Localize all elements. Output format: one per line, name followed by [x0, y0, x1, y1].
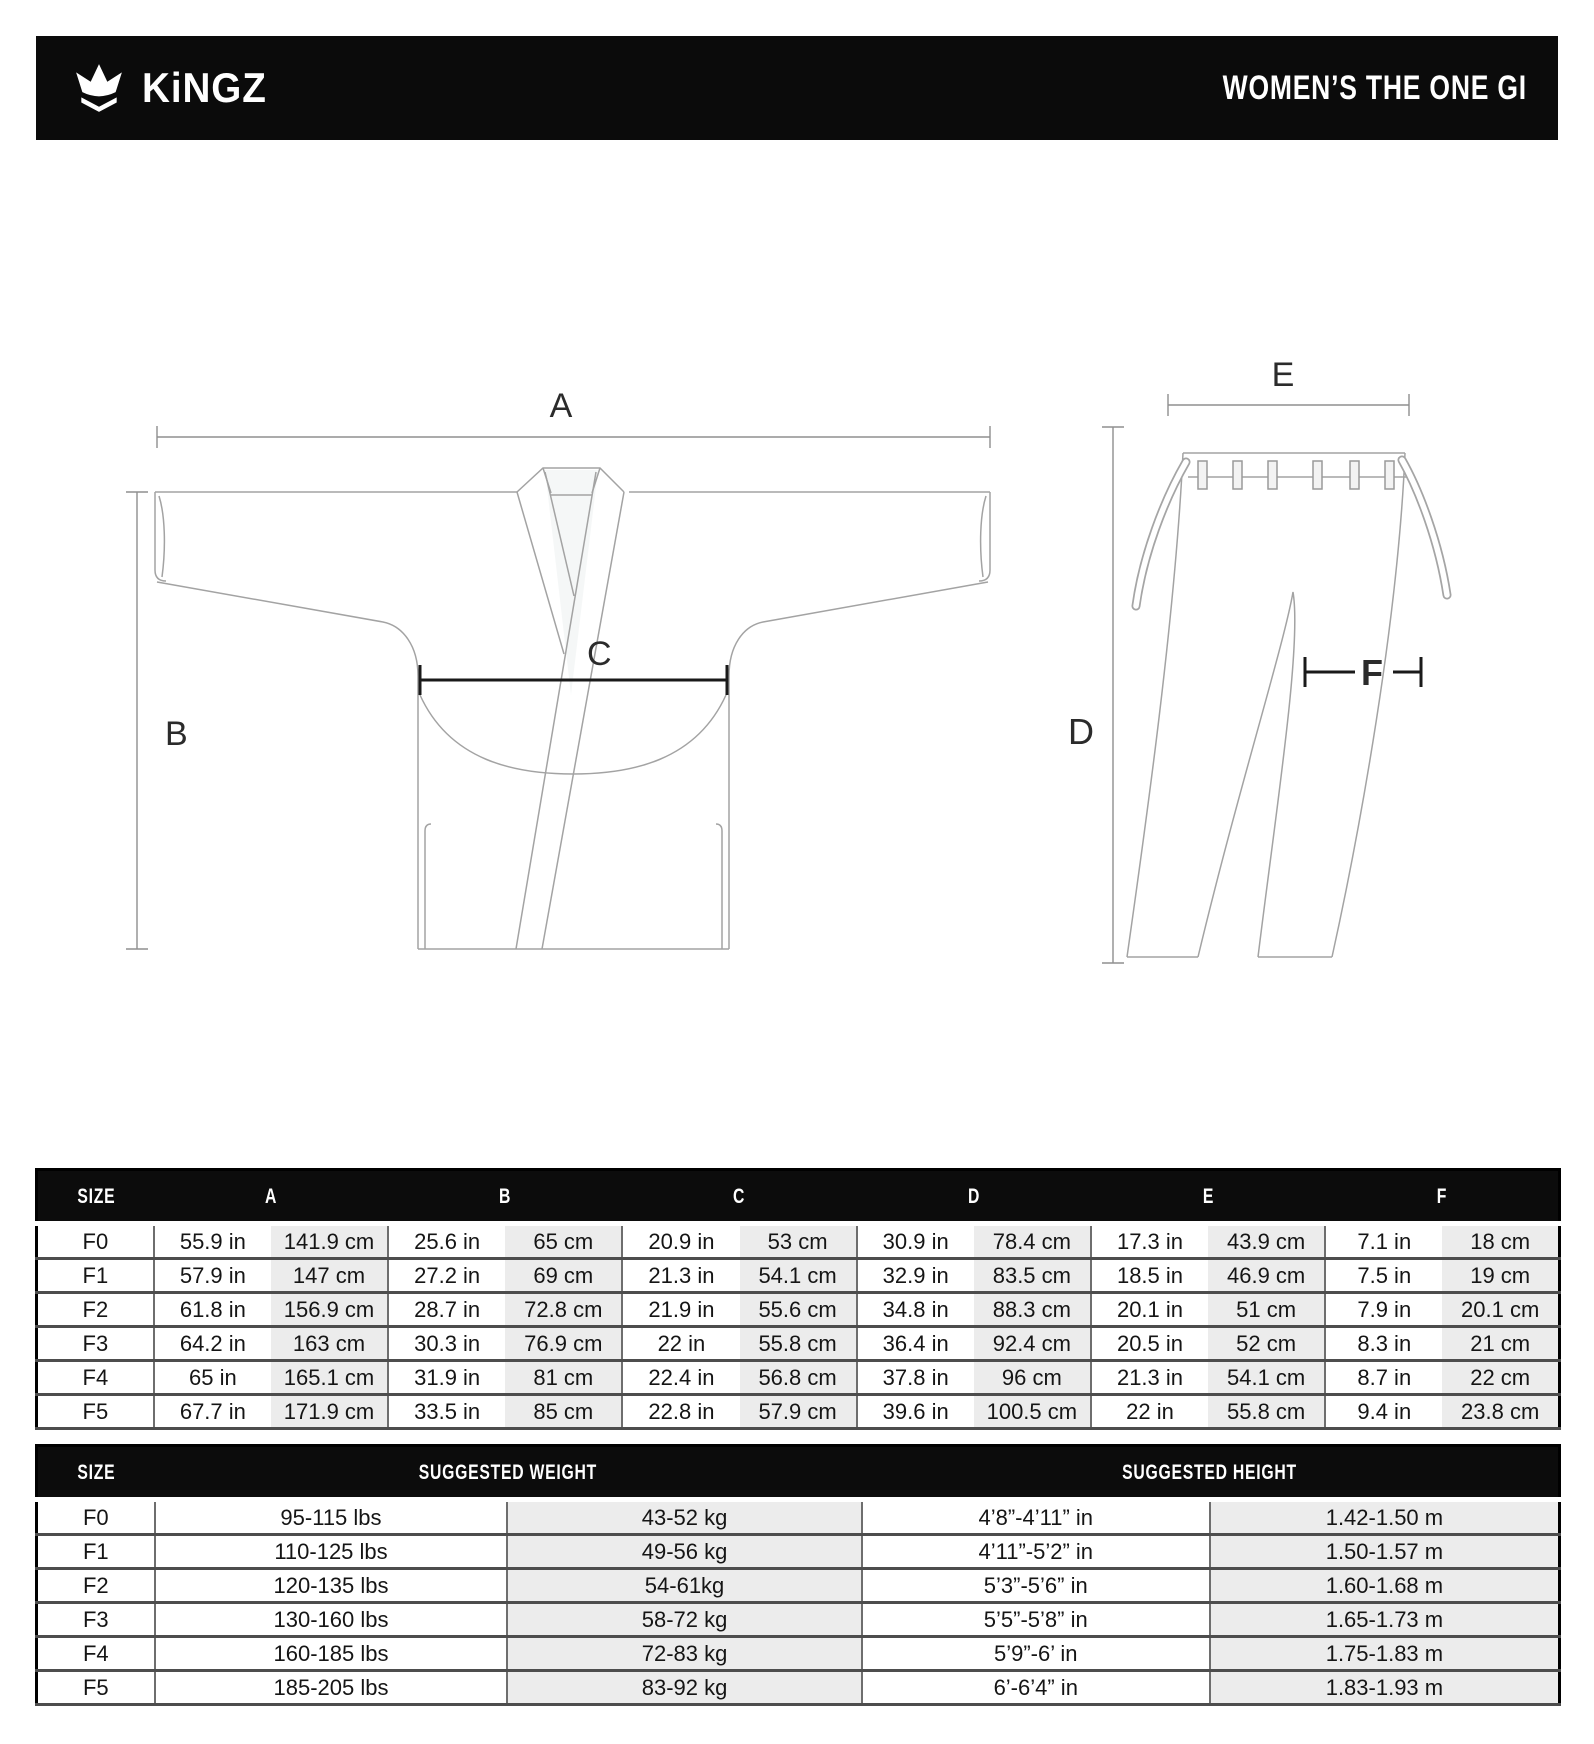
measurement-cell: 7.1 in: [1325, 1224, 1442, 1259]
measurement-cell: 96 cm: [974, 1361, 1091, 1395]
column-header-b: B: [388, 1170, 622, 1224]
fit-cell: 185-205 lbs: [155, 1671, 508, 1705]
table-row: [37, 1361, 1560, 1395]
measurement-cell: 22 in: [1091, 1395, 1208, 1429]
dim-label-d: D: [1068, 711, 1094, 752]
measurement-cell: 156.9 cm: [271, 1293, 388, 1327]
size-cell: F0: [37, 1224, 154, 1259]
measurement-cell: 8.3 in: [1325, 1327, 1442, 1361]
header-bar: [36, 36, 1558, 140]
measurement-cell: 57.9 in: [154, 1259, 271, 1293]
measurement-cell: 43.9 cm: [1208, 1224, 1325, 1259]
pants-diagram: [950, 330, 1510, 990]
column-header-size: SIZE: [37, 1446, 155, 1500]
table-row: [37, 1293, 1560, 1327]
fit-cell: 5’3”-5’6” in: [862, 1569, 1210, 1603]
measurement-cell: 22 cm: [1442, 1361, 1559, 1395]
measurement-cell: 65 in: [154, 1361, 271, 1395]
measurement-cell: 92.4 cm: [974, 1327, 1091, 1361]
dim-label-e: E: [1271, 356, 1295, 394]
fit-cell: 83-92 kg: [507, 1671, 861, 1705]
measurements-table-body: [37, 1224, 1560, 1429]
fit-cell: 54-61kg: [507, 1569, 861, 1603]
fit-table-body: [37, 1500, 1560, 1705]
measurement-cell: 76.9 cm: [505, 1327, 622, 1361]
size-cell: F3: [37, 1327, 154, 1361]
measurement-cell: 88.3 cm: [974, 1293, 1091, 1327]
measurement-cell: 83.5 cm: [974, 1259, 1091, 1293]
measurement-cell: 17.3 in: [1091, 1224, 1208, 1259]
measurement-cell: 81 cm: [505, 1361, 622, 1395]
measurement-cell: 21.3 in: [622, 1259, 739, 1293]
table-row: [37, 1500, 1560, 1535]
fit-cell: 1.60-1.68 m: [1210, 1569, 1560, 1603]
fit-cell: 72-83 kg: [507, 1637, 861, 1671]
measurement-cell: 171.9 cm: [271, 1395, 388, 1429]
column-header-d: D: [857, 1170, 1091, 1224]
measurement-cell: 31.9 in: [388, 1361, 505, 1395]
brand-logo: [36, 62, 278, 114]
measurement-cell: 20.1 in: [1091, 1293, 1208, 1327]
measurement-cell: 55.6 cm: [740, 1293, 857, 1327]
brand-name: KiNGZ: [142, 64, 267, 111]
measurement-cell: 72.8 cm: [505, 1293, 622, 1327]
measurement-cell: 56.8 cm: [740, 1361, 857, 1395]
measurement-cell: 22 in: [622, 1327, 739, 1361]
table-row: [37, 1671, 1560, 1705]
measurement-cell: 7.5 in: [1325, 1259, 1442, 1293]
measurement-cell: 46.9 cm: [1208, 1259, 1325, 1293]
measurement-cell: 85 cm: [505, 1395, 622, 1429]
size-cell: F1: [37, 1259, 154, 1293]
measurement-cell: 28.7 in: [388, 1293, 505, 1327]
measurement-cell: 65 cm: [505, 1224, 622, 1259]
fit-header-row: [37, 1446, 1560, 1500]
measurement-cell: 20.9 in: [622, 1224, 739, 1259]
measurement-cell: 57.9 cm: [740, 1395, 857, 1429]
dim-label-c: C: [587, 635, 612, 673]
measurement-cell: 69 cm: [505, 1259, 622, 1293]
table-row: [37, 1259, 1560, 1293]
column-header-f: F: [1325, 1170, 1559, 1224]
measurement-cell: 141.9 cm: [271, 1224, 388, 1259]
measurement-cell: 54.1 cm: [740, 1259, 857, 1293]
fit-cell: 58-72 kg: [507, 1603, 861, 1637]
measurement-cell: 165.1 cm: [271, 1361, 388, 1395]
measurement-cell: 61.8 in: [154, 1293, 271, 1327]
measurement-cell: 67.7 in: [154, 1395, 271, 1429]
fit-cell: 1.42-1.50 m: [1210, 1500, 1560, 1535]
measurement-cell: 18.5 in: [1091, 1259, 1208, 1293]
column-header-a: A: [154, 1170, 388, 1224]
size-cell: F2: [37, 1569, 155, 1603]
table-row: [37, 1224, 1560, 1259]
measurement-cell: 22.4 in: [622, 1361, 739, 1395]
measurement-cell: 25.6 in: [388, 1224, 505, 1259]
measurement-cell: 78.4 cm: [974, 1224, 1091, 1259]
measurement-cell: 23.8 cm: [1442, 1395, 1559, 1429]
measurement-cell: 30.9 in: [857, 1224, 974, 1259]
fit-cell: 160-185 lbs: [155, 1637, 508, 1671]
measurement-cell: 52 cm: [1208, 1327, 1325, 1361]
page-title: WOMEN’S THE ONE GI: [1222, 68, 1527, 107]
measurement-cell: 21 cm: [1442, 1327, 1559, 1361]
measurement-cell: 8.7 in: [1325, 1361, 1442, 1395]
fit-cell: 110-125 lbs: [155, 1535, 508, 1569]
size-cell: F1: [37, 1535, 155, 1569]
measurement-cell: 19 cm: [1442, 1259, 1559, 1293]
column-header-size: SIZE: [37, 1170, 154, 1224]
measurements-header-row: [37, 1170, 1560, 1224]
column-header-weight: SUGGESTED WEIGHT: [155, 1446, 862, 1500]
measurement-cell: 147 cm: [271, 1259, 388, 1293]
measurement-cell: 39.6 in: [857, 1395, 974, 1429]
table-row: [37, 1603, 1560, 1637]
table-row: [37, 1395, 1560, 1429]
table-row: [37, 1535, 1560, 1569]
measurement-cell: 37.8 in: [857, 1361, 974, 1395]
dim-label-b: B: [165, 715, 188, 753]
measurement-cell: 22.8 in: [622, 1395, 739, 1429]
measurement-cell: 55.9 in: [154, 1224, 271, 1259]
fit-cell: 1.50-1.57 m: [1210, 1535, 1560, 1569]
size-cell: F2: [37, 1293, 154, 1327]
measurement-cell: 53 cm: [740, 1224, 857, 1259]
fit-cell: 95-115 lbs: [155, 1500, 508, 1535]
measurement-cell: 36.4 in: [857, 1327, 974, 1361]
measurement-cell: 54.1 cm: [1208, 1361, 1325, 1395]
fit-cell: 130-160 lbs: [155, 1603, 508, 1637]
jacket-diagram: [95, 365, 1000, 975]
fit-cell: 1.65-1.73 m: [1210, 1603, 1560, 1637]
fit-cell: 4’11”-5’2” in: [862, 1535, 1210, 1569]
measurement-cell: 30.3 in: [388, 1327, 505, 1361]
size-cell: F5: [37, 1671, 155, 1705]
measurement-cell: 20.1 cm: [1442, 1293, 1559, 1327]
table-row: [37, 1637, 1560, 1671]
measurement-cell: 55.8 cm: [1208, 1395, 1325, 1429]
size-cell: F3: [37, 1603, 155, 1637]
fit-cell: 1.75-1.83 m: [1210, 1637, 1560, 1671]
belt-loops: [1198, 461, 1394, 489]
fit-cell: 4’8”-4’11” in: [862, 1500, 1210, 1535]
measurement-cell: 100.5 cm: [974, 1395, 1091, 1429]
measurement-cell: 20.5 in: [1091, 1327, 1208, 1361]
fit-cell: 1.83-1.93 m: [1210, 1671, 1560, 1705]
measurement-cell: 33.5 in: [388, 1395, 505, 1429]
measurement-cell: 32.9 in: [857, 1259, 974, 1293]
measurement-cell: 163 cm: [271, 1327, 388, 1361]
measurements-table: [35, 1168, 1561, 1430]
column-header-c: C: [622, 1170, 856, 1224]
fit-cell: 49-56 kg: [507, 1535, 861, 1569]
measurement-cell: 51 cm: [1208, 1293, 1325, 1327]
size-cell: F0: [37, 1500, 155, 1535]
fit-cell: 120-135 lbs: [155, 1569, 508, 1603]
fit-cell: 6’-6’4” in: [862, 1671, 1210, 1705]
measurement-cell: 34.8 in: [857, 1293, 974, 1327]
size-cell: F5: [37, 1395, 154, 1429]
dim-label-a: A: [549, 387, 573, 425]
dim-label-f: F: [1361, 652, 1383, 693]
measurement-cell: 21.9 in: [622, 1293, 739, 1327]
column-header-e: E: [1091, 1170, 1325, 1224]
table-row: [37, 1569, 1560, 1603]
fit-cell: 43-52 kg: [507, 1500, 861, 1535]
measurement-cell: 9.4 in: [1325, 1395, 1442, 1429]
measurement-cell: 18 cm: [1442, 1224, 1559, 1259]
size-cell: F4: [37, 1637, 155, 1671]
fit-cell: 5’5”-5’8” in: [862, 1603, 1210, 1637]
measurement-cell: 27.2 in: [388, 1259, 505, 1293]
fit-cell: 5’9”-6’ in: [862, 1637, 1210, 1671]
column-header-height: SUGGESTED HEIGHT: [862, 1446, 1560, 1500]
size-cell: F4: [37, 1361, 154, 1395]
table-row: [37, 1327, 1560, 1361]
measurement-cell: 55.8 cm: [740, 1327, 857, 1361]
measurement-cell: 7.9 in: [1325, 1293, 1442, 1327]
crown-icon: [70, 62, 128, 114]
measurement-cell: 21.3 in: [1091, 1361, 1208, 1395]
measurement-cell: 64.2 in: [154, 1327, 271, 1361]
fit-table: [35, 1444, 1561, 1706]
